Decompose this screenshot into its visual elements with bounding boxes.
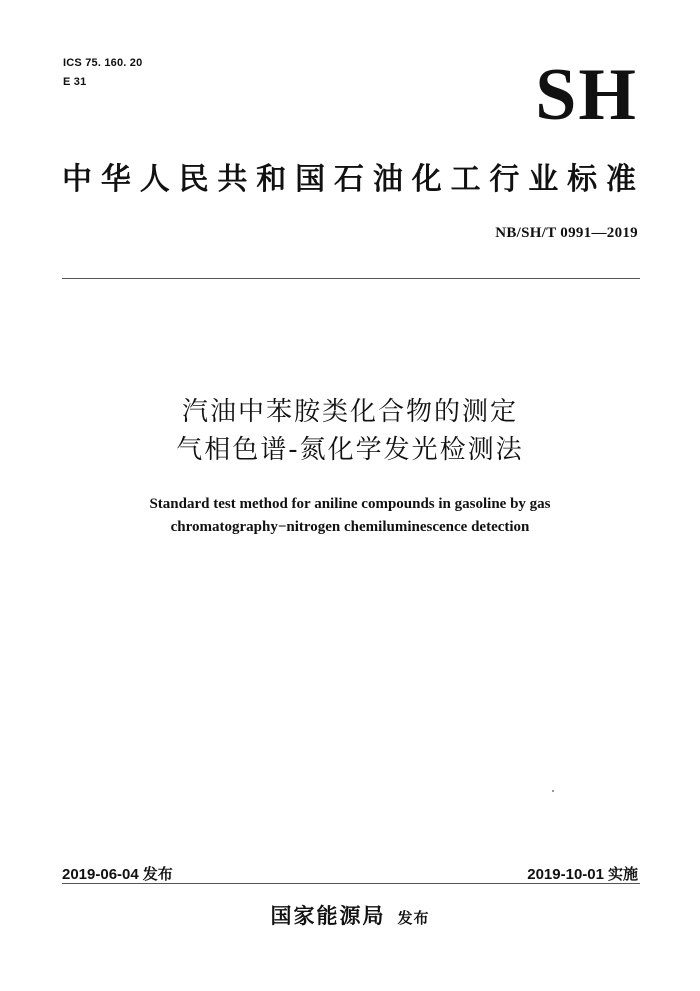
ics-code: ICS 75. 160. 20 bbox=[63, 57, 143, 69]
effective-date-block bbox=[527, 863, 638, 884]
issue-date: 2019-06-04 bbox=[62, 866, 139, 883]
issue-date-block bbox=[62, 863, 173, 884]
top-divider bbox=[62, 278, 640, 279]
effective-date: 2019-10-01 bbox=[527, 866, 604, 883]
publisher-name: 国家能源局 bbox=[270, 904, 386, 928]
standard-number: NB/SH/T 0991—2019 bbox=[495, 225, 638, 241]
title-cn-line2: 气相色谱-氮化学发光检测法 bbox=[176, 435, 524, 465]
title-cn-line1: 汽油中苯胺类化合物的测定 bbox=[181, 397, 518, 427]
scan-speck bbox=[552, 790, 554, 792]
bottom-divider bbox=[62, 883, 640, 884]
publisher-block bbox=[0, 900, 700, 930]
effective-label: 实施 bbox=[607, 865, 638, 883]
title-en-line1: Standard test method for aniline compounds in gasoline by gas bbox=[149, 496, 551, 512]
industry-standard-title: 中华人民共和国石油化工行业标准 bbox=[62, 162, 640, 197]
ccs-code: E 31 bbox=[63, 76, 87, 88]
issue-label: 发布 bbox=[142, 865, 173, 883]
title-en-line2: chromatography−nitrogen chemiluminescence detection bbox=[170, 519, 530, 535]
publisher-action: 发布 bbox=[397, 909, 430, 927]
sh-logo: SH bbox=[535, 54, 638, 136]
